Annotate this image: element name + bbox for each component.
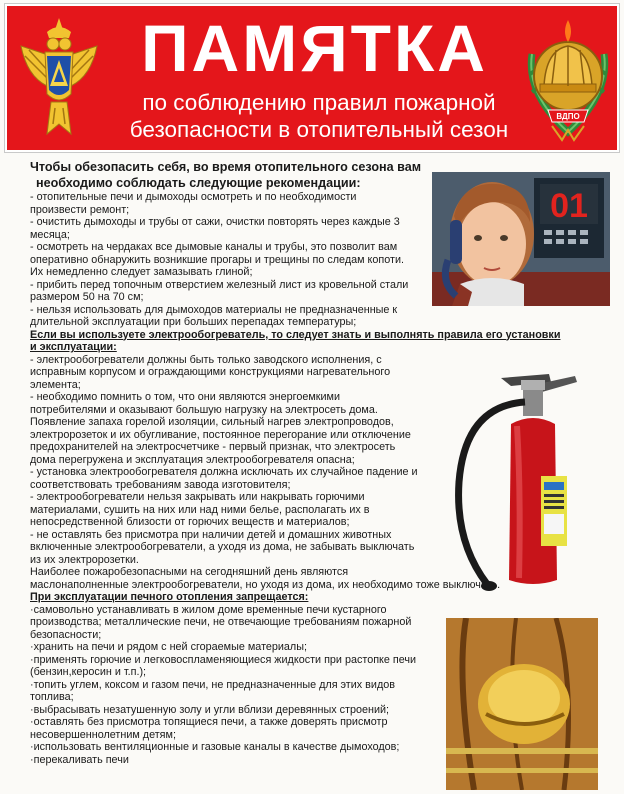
text-line: длительной эксплуатации при больших перепадах температуры; xyxy=(30,316,357,328)
intro-line: необходимо соблюдать следующие рекомендации: xyxy=(36,175,361,190)
text-line: маслонаполненные электрообогреватели, но уходя из дома, их необходимо тоже выключать. xyxy=(30,578,501,591)
text-line: - прибить перед топочным отверстием железный лист из кровельной стали xyxy=(30,278,409,291)
text-line: ·топить углем, коксом и газом печи, не предназначенные для этих видов xyxy=(30,678,395,691)
text-line: - электрообогреватели должны быть только заводского исполнения, с xyxy=(30,353,382,366)
memo-body xyxy=(30,160,561,766)
text-line: ·перекаливать печи xyxy=(30,753,129,766)
text-line: - электрообогреватели нельзя закрывать или накрывать горючими xyxy=(30,491,365,503)
text-line: потребителями и оказывают большую нагрузку на электросеть дома. xyxy=(30,403,378,416)
text-line: - нельзя использовать для дымоходов материалы не предназначенные к xyxy=(30,303,398,316)
text-line: - необходимо помнить о том, что они являются энергоемкими xyxy=(30,391,340,403)
mchs-emblem-icon xyxy=(17,16,101,142)
text-line: безопасности; xyxy=(30,628,102,641)
text-line: - осмотреть на чердаках все дымовые каналы и трубы, это позволит вам xyxy=(30,241,398,253)
text-line: ·использовать вентиляционные и газовые каналы в качестве дымоходов; xyxy=(30,741,400,753)
text-line: - установка электрообогревателя должна исключать их случайное падение и xyxy=(30,466,418,478)
heater-heading: и эксплуатации: xyxy=(30,341,117,353)
text-line: электророзеток и их обугливание, постоянное перегорание или отключение xyxy=(30,428,411,441)
header-banner xyxy=(5,4,619,152)
text-line: элемента; xyxy=(30,378,81,391)
text-line: месяца; xyxy=(30,228,70,241)
text-line: - не оставлять без присмотра при наличии детей и домашних животных xyxy=(30,528,392,541)
text-line: несовершеннолетним детям; xyxy=(30,728,176,741)
subtitle-line: по соблюдению правил пожарной xyxy=(142,90,496,115)
page-title: ПАМЯТКА xyxy=(141,11,488,85)
text-line: Их немедленно следует замазывать глиной; xyxy=(30,266,253,278)
text-line: оперативно обнаружить возникшие прогары и трещины по следам копоти. xyxy=(30,253,404,266)
text-line: предохранителей на электросчетчике - первый признак, что электросеть xyxy=(30,441,396,453)
vdpo-emblem-label: ВДПО xyxy=(556,112,580,121)
text-line: непосредственной близости от горючих веществ и материалов; xyxy=(30,516,350,528)
intro-line: Чтобы обезопасить себя, во время отопительного сезона вам xyxy=(30,160,422,174)
text-line: Наиболее пожаробезопасными на сегодняшний день являются xyxy=(30,566,349,578)
text-line: включенные электрообогреватели, а уходя из дома, не забывать выключать xyxy=(30,541,415,553)
text-line: ·самовольно устанавливать в жилом доме временные печи кустарного xyxy=(30,603,387,616)
text-line: дома перегружена и эксплуатация электрообогревателя опасна; xyxy=(30,453,355,466)
heater-heading: Если вы используете электрообогреватель, то следует знать и выполнять правила его установки xyxy=(30,328,561,341)
text-line: ·применять горючие и легковоспламеняющиеся жидкости при растопке печи xyxy=(30,653,417,666)
text-line: (бензин,керосин и т.п.); xyxy=(30,666,147,678)
subtitle-line: безопасности в отопительный сезон xyxy=(129,117,509,142)
text-line: произвести ремонт; xyxy=(30,203,130,216)
text-line: ·выбрасывать незатушенную золу и угли вблизи деревянных строений; xyxy=(30,703,390,716)
emergency-number-label: 01 xyxy=(550,187,588,225)
text-line: из их электророзетки. xyxy=(30,553,139,566)
text-line: материалами, сушить на них или над ними белье, располагать их в xyxy=(30,503,370,516)
text-line: производства; металлические печи, не отвечающие требованиям пожарной xyxy=(30,616,412,628)
text-line: соответствовать требованиям завода изготовителя; xyxy=(30,478,291,491)
text-line: ·оставлять без присмотра топящиеся печи, а также доверять присмотр xyxy=(30,716,388,728)
text-line: - отопительные печи и дымоходы осмотреть и по необходимости xyxy=(30,191,357,203)
text-line: размером 50 на 70 см; xyxy=(30,291,144,303)
text-line: исправным корпусом и ограждающими конструкциями нагревательного xyxy=(30,366,391,378)
vdpo-emblem-icon xyxy=(522,14,614,146)
page-subtitle xyxy=(99,89,539,143)
text-line: ·хранить на печи и рядом с ней сгораемые материалы; xyxy=(30,641,307,653)
text-line: - очистить дымоходы и трубы от сажи, очистки повторять через каждые 3 xyxy=(30,216,400,228)
stove-heading: При эксплуатации печного отопления запрещается: xyxy=(30,591,309,603)
text-line: топлива; xyxy=(30,691,74,703)
text-line: Появление запаха горелой изоляции, сильный нагрев электропроводов, xyxy=(30,416,394,428)
